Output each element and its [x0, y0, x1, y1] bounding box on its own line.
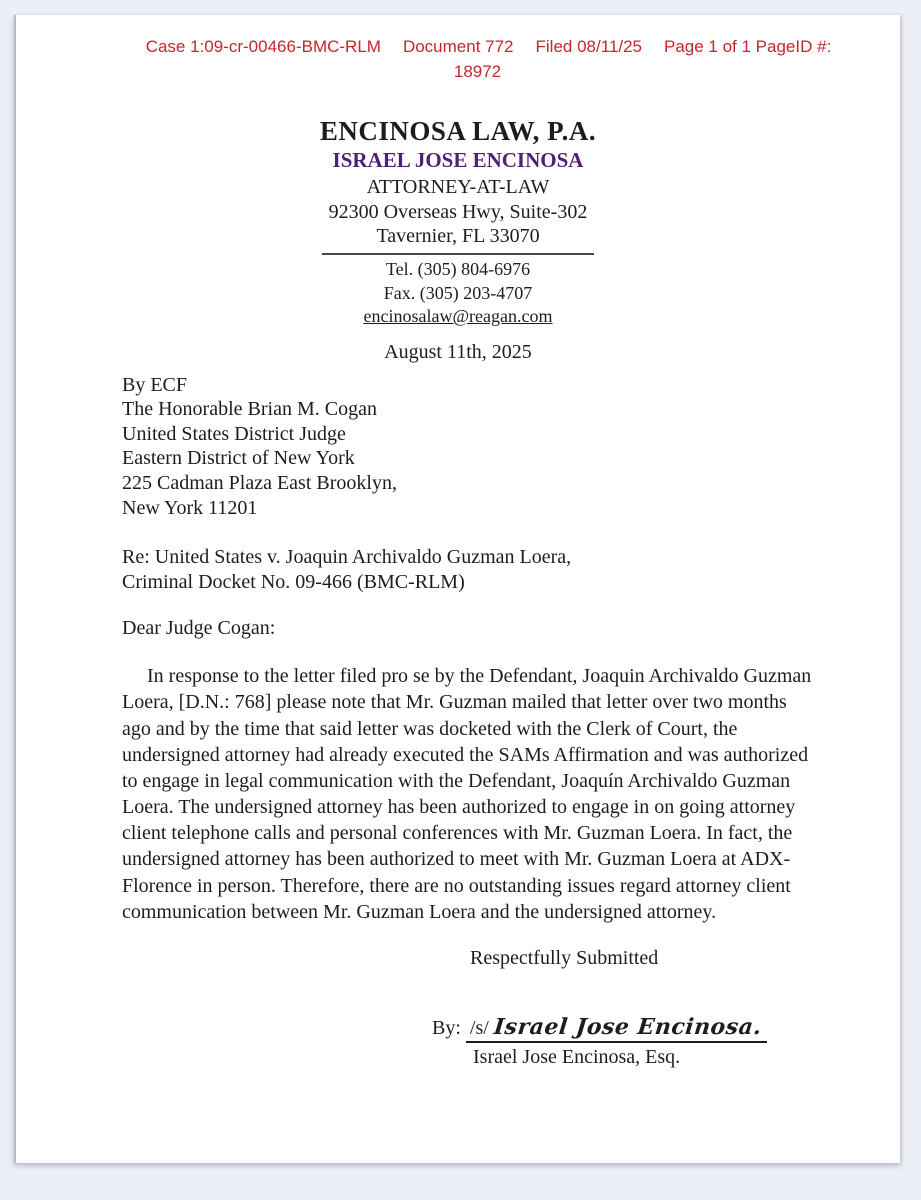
recipient-title: United States District Judge	[122, 422, 346, 445]
ecf-filing-stamp	[118, 35, 848, 84]
stamp-case-number: Case 1:09-cr-00466-BMC-RLM	[145, 37, 381, 56]
letter-body-paragraph: In response to the letter filed pro se by the Defendant, Joaquin Archivaldo Guzman Loera, [D.N.: 768] please note that Mr. Guzman mailed that letter over two months ago and by the time that said letter was docketed with the Clerk of Court, the undersigned attorney had already executed the SAMs Affirmation and was authorized to engage in legal communication with the Defendant, Joaquín Archivaldo Guzman Loera. The undersigned attorney has been authorized to engage in on going attorney client telephone calls and personal conferences with Mr. Guzman Loera. In fact, the undersigned attorney has been authorized to meet with Mr. Guzman Loera at ADX-Florence in person. Therefore, there are no outstanding issues regard attorney client communication between Mr. Guzman Loera and the undersigned attorney.	[122, 665, 812, 923]
recipient-district: Eastern District of New York	[122, 447, 355, 470]
closing-phrase: Respectfully Submitted	[470, 947, 659, 970]
letter-page	[14, 15, 900, 1163]
s-slash-prefix: /s/	[469, 1017, 489, 1040]
recipient-block	[122, 373, 900, 521]
handwritten-signature: Israel Jose Encinosa.	[492, 1014, 763, 1041]
email-address: encinosalaw@reagan.com	[363, 306, 553, 327]
re-block	[122, 545, 900, 595]
delivery-method: By ECF	[122, 373, 188, 396]
recipient-city-zip: New York 11201	[122, 496, 258, 519]
fax-number: Fax. (305) 203-4707	[383, 282, 533, 303]
signature-underline	[466, 1014, 768, 1043]
recipient-address: 225 Cadman Plaza East Brooklyn,	[122, 471, 397, 494]
attorney-name: ISRAEL JOSE ENCINOSA	[332, 148, 584, 173]
by-label: By:	[432, 1017, 461, 1040]
stamp-page-id: Page 1 of 1 PageID #: 18972	[453, 37, 832, 81]
street-address: 92300 Overseas Hwy, Suite-302	[328, 200, 588, 223]
letterhead	[122, 116, 794, 328]
signature-line	[432, 1014, 900, 1043]
telephone-number: Tel. (305) 804-6976	[385, 259, 531, 280]
re-docket-number: Criminal Docket No. 09-466 (BMC-RLM)	[122, 571, 465, 594]
letter-date: August 11th, 2025	[384, 340, 532, 363]
stamp-filed-date: Filed 08/11/25	[535, 37, 642, 56]
salutation: Dear Judge Cogan:	[122, 617, 276, 640]
attorney-title: ATTORNEY-AT-LAW	[366, 175, 550, 198]
stamp-document-number: Document 772	[402, 37, 514, 56]
recipient-name: The Honorable Brian M. Cogan	[122, 398, 377, 421]
letterhead-divider	[322, 253, 594, 255]
re-case-caption: Re: United States v. Joaquin Archivaldo Guzman Loera,	[122, 546, 572, 569]
firm-name: ENCINOSA LAW, P.A.	[319, 116, 597, 147]
typed-signer-name: Israel Jose Encinosa, Esq.	[473, 1046, 681, 1069]
city-state-zip: Tavernier, FL 33070	[376, 225, 540, 248]
